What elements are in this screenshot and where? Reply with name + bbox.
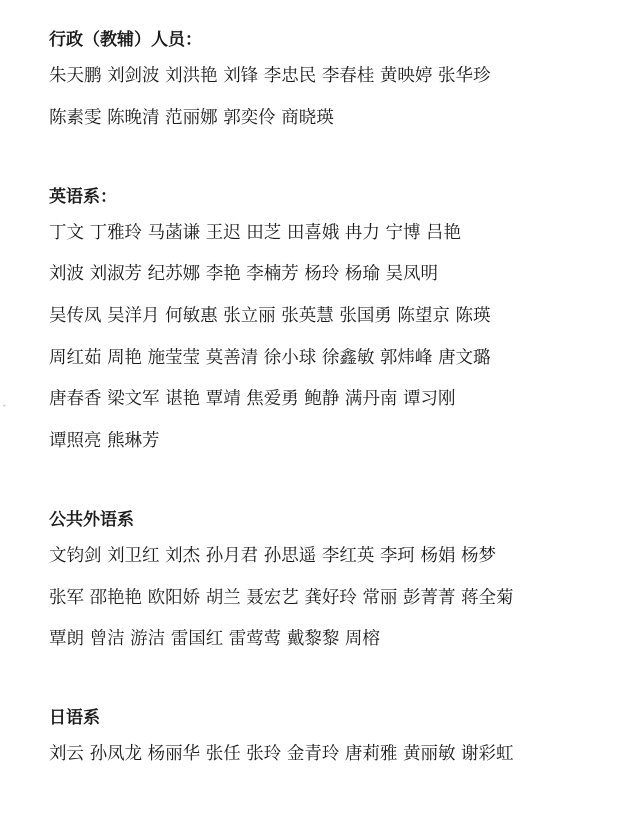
section-spacer xyxy=(49,139,609,181)
name-line: 朱天鹏 刘剑波 刘洪艳 刘锋 李忠民 李春桂 黄映婷 张华珍 xyxy=(49,66,491,86)
margin-mark: ˇ xyxy=(2,405,7,415)
name-line: 文钧剑 刘卫红 刘杰 孙月君 孙思遥 李红英 李珂 杨娟 杨梦 xyxy=(49,545,497,566)
section-public-foreign-languages xyxy=(49,504,609,661)
name-line: 陈素雯 陈晚清 范丽娜 郭奕伶 商晓瑛 xyxy=(49,107,334,128)
section-heading: 行政（教辅）人员： xyxy=(49,30,202,50)
section-japanese-dept xyxy=(49,702,609,776)
section-heading: 日语系 xyxy=(49,708,100,729)
name-line: 谭照亮 熊琳芳 xyxy=(49,430,160,451)
section-heading: 公共外语系 xyxy=(49,509,134,530)
name-line: 张军 邵艳艳 欧阳娇 胡兰 聂宏艺 龚好玲 常丽 彭菁菁 蒋全菊 xyxy=(49,587,514,608)
section-spacer xyxy=(49,661,609,703)
name-line: 覃朗 曾洁 游洁 雷国红 雷莺莺 戴黎黎 周榕 xyxy=(49,629,380,650)
name-line: 唐春香 梁文军 谌艳 覃靖 焦爱勇 鲍静 满丹南 谭习刚 xyxy=(49,389,456,410)
section-spacer xyxy=(49,462,609,504)
document-page xyxy=(49,24,609,776)
section-english-dept xyxy=(49,181,609,463)
name-line: 刘波 刘淑芳 纪苏娜 李艳 李楠芳 杨玲 杨瑜 吴凤明 xyxy=(49,264,438,285)
name-line: 周红茹 周艳 施莹莹 莫善清 徐小球 徐鑫敏 郭炜峰 唐文璐 xyxy=(49,347,491,368)
section-heading: 英语系： xyxy=(49,186,117,207)
name-line: 丁文 丁雅玲 马菡谦 王迟 田芝 田喜娥 冉力 宁博 吕艳 xyxy=(49,222,462,243)
name-line: 刘云 孙凤龙 杨丽华 张任 张玲 金青玲 唐莉雅 黄丽敏 谢彩虹 xyxy=(49,744,514,765)
section-admin-staff xyxy=(49,24,609,139)
name-line: 吴传凤 吴洋月 何敏惠 张立丽 张英慧 张国勇 陈望京 陈瑛 xyxy=(49,305,491,326)
